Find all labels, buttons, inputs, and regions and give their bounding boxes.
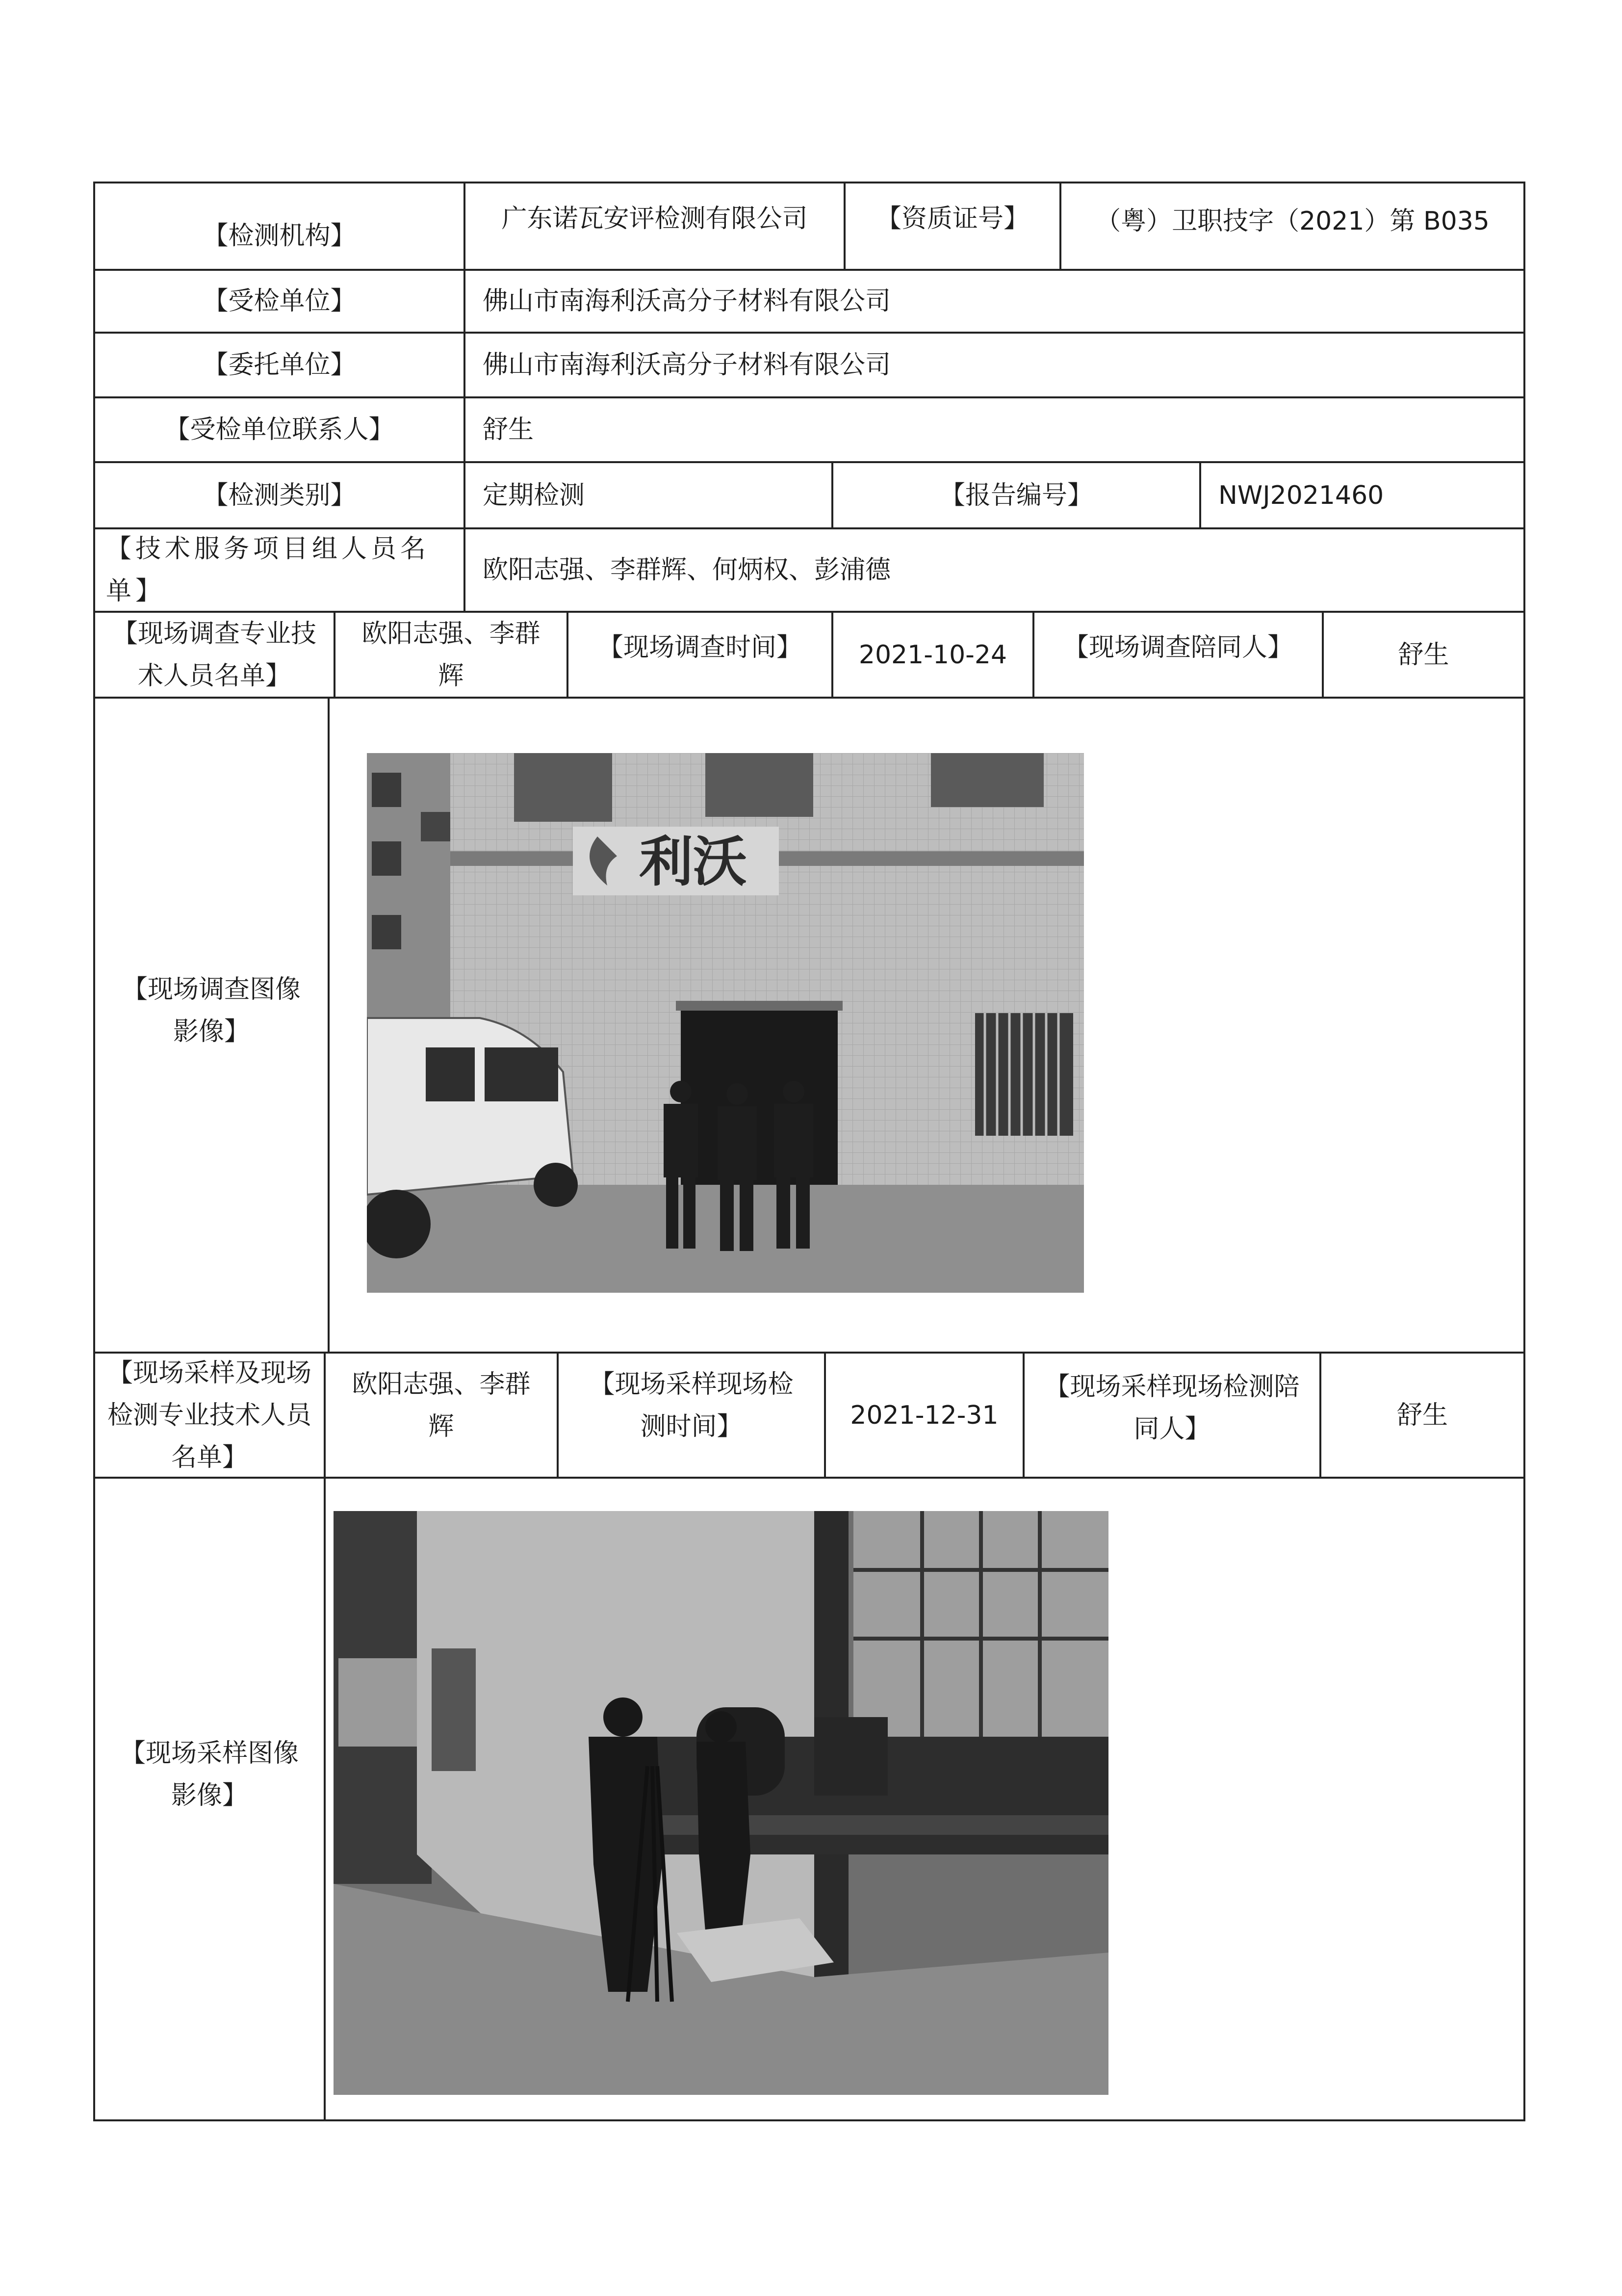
survey-staff-label: 【现场调查专业技术人员名单】 — [112, 619, 316, 691]
institution-value: 广东诺瓦安评检测有限公司 — [501, 204, 808, 234]
inspected-unit-label: 【受检单位】 — [203, 287, 356, 316]
certificate-label: 【资质证号】 — [875, 204, 1029, 234]
contact-value: 舒生 — [483, 415, 534, 444]
survey-time-label: 【现场调查时间】 — [597, 632, 802, 662]
survey-time-value: 2021-10-24 — [858, 640, 1007, 670]
team-label: 【技术服务项目组人员名单】 — [106, 534, 430, 606]
sampling-time-value: 2021-12-31 — [850, 1400, 999, 1430]
entrusting-unit-label: 【委托单位】 — [203, 350, 356, 380]
category-value: 定期检测 — [483, 480, 585, 510]
survey-staff-value: 欧阳志强、李群辉 — [361, 619, 541, 691]
building-sign — [573, 827, 779, 895]
sampling-staff-value: 欧阳志强、李群辉 — [352, 1369, 531, 1441]
sampling-companion-label: 【现场采样现场检测陪同人】 — [1044, 1372, 1300, 1444]
survey-image-label: 【现场调查图像影像】 — [122, 974, 301, 1046]
sampling-photo — [334, 1511, 1108, 2095]
sampling-time-label: 【现场采样现场检测时间】 — [589, 1369, 794, 1441]
certificate-value: （粤）卫职技字（2021）第 B035 — [1095, 207, 1490, 236]
survey-companion-value: 舒生 — [1398, 640, 1449, 670]
sampling-staff-label: 【现场采样及现场检测专业技术人员名单】 — [107, 1358, 312, 1472]
contact-label: 【受检单位联系人】 — [164, 415, 394, 444]
sampling-image-label: 【现场采样图像影像】 — [120, 1739, 299, 1810]
team-value: 欧阳志强、李群辉、何炳权、彭浦德 — [483, 555, 891, 585]
report-number-label: 【报告编号】 — [939, 480, 1093, 510]
category-label: 【检测类别】 — [203, 480, 356, 510]
entrusting-unit-value: 佛山市南海利沃高分子材料有限公司 — [483, 350, 891, 380]
report-number-value: NWJ2021460 — [1218, 480, 1384, 510]
inspected-unit-value: 佛山市南海利沃高分子材料有限公司 — [483, 287, 891, 316]
survey-photo — [367, 753, 1084, 1293]
building-sign-text: 利沃 — [639, 831, 747, 893]
survey-companion-label: 【现场调查陪同人】 — [1063, 632, 1293, 662]
sampling-companion-value: 舒生 — [1396, 1400, 1448, 1430]
institution-label: 【检测机构】 — [203, 221, 356, 251]
